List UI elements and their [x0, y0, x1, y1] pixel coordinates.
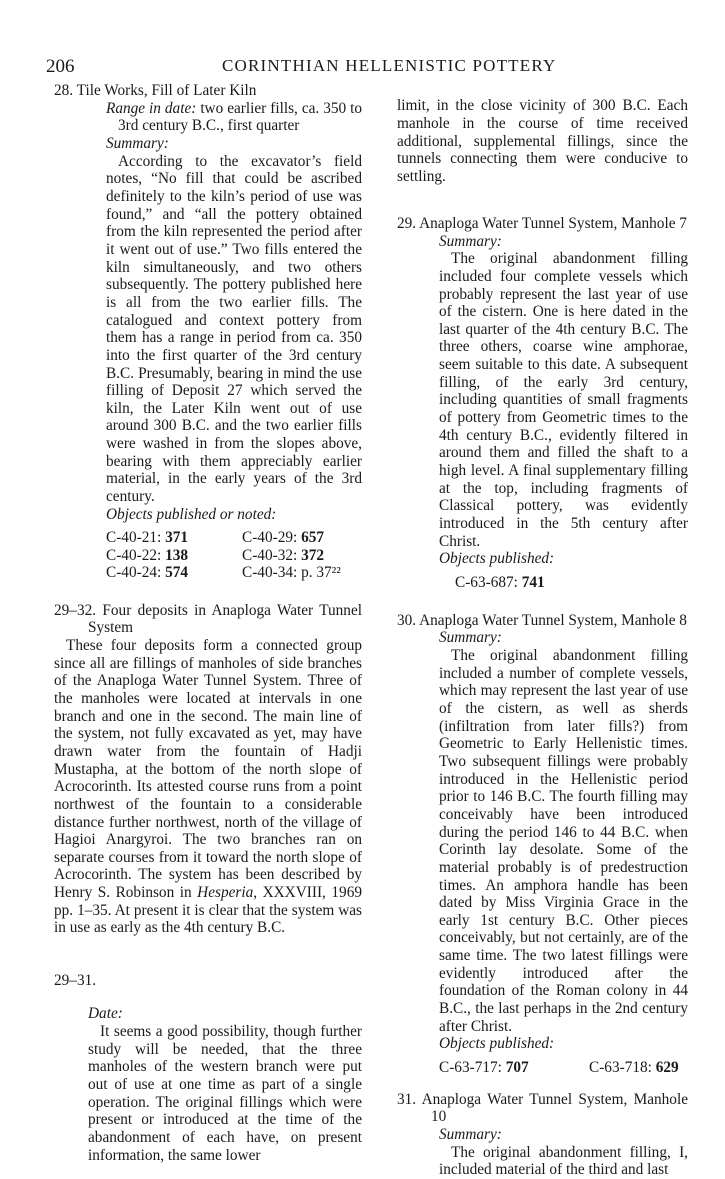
group-29-31-heading: 29–31. — [54, 972, 97, 990]
journal-title: Hesperia — [197, 884, 254, 902]
group-29-31-date-label: Date: — [88, 1005, 123, 1023]
object-item: C-40-22: 138 — [106, 546, 189, 564]
entry-31-body — [397, 1126, 688, 1179]
object-item: C-40-32: 372 — [242, 546, 325, 564]
entry-28-objects-label: Objects published or noted: — [106, 505, 277, 523]
page-number: 206 — [46, 56, 75, 77]
group-29-31-text: It seems a good possibility, though further study will be needed, that the three manholes of the western branch were put out of use at one time as part of a single operation. The original fillings which were present or introduced at the time of the abandonment of each have, on present information, the same lower — [88, 1023, 362, 1164]
entry-28-range — [106, 100, 362, 135]
entry-30-summary-label: Summary: — [439, 629, 502, 647]
object-item: C-40-24: 574 — [106, 564, 189, 582]
entry-28-body — [54, 100, 362, 524]
object-item: C-40-21: 371 — [106, 529, 189, 547]
entry-30-summary: The original abandonment filling included a number of complete vessels, which may represent the last year of use of the cistern, as well as sherds (infiltration from later fills?) from Geometric to Early Hellenistic times. Two subsequent fillings were probably introduced in the Hellenistic period prior to 146 B.C. The fourth filling may conceivably have been introduced during the period 146 to 44 B.C. when Corinth lay desolate. Some of the material probably is of predestruction times. An amphora handle has been dated by Miss Virginia Grace in the early 1st century B.C. Other pieces conceivably, but not certainly, are of the same time. The two latest fillings were evidently introduced after the foundation of the Roman colony in 44 B.C., the last perhaps in the 2nd century after Christ. — [439, 646, 688, 1035]
entry-29-object: C-63-687: 741 — [455, 574, 545, 591]
range-label: Range in date: — [106, 99, 197, 117]
right-column — [397, 82, 688, 1179]
object-item: C-63-718: 629 — [589, 1059, 679, 1077]
entry-30-heading: 30. Anaploga Water Tunnel System, Manhole 8 — [397, 611, 687, 629]
entry-28-objects-list — [106, 529, 362, 581]
entry-31-summary-label: Summary: — [439, 1126, 502, 1144]
running-title: CORINTHIAN HELLENISTIC POTTERY — [222, 56, 557, 75]
entry-29-summary: The original abandonment filling included four complete vessels which probably represent the last year of use of the cistern. One is here dated in the last quarter of the 4th century B.C. The three others, coarse wine amphorae, seem suitable to this date. A subsequent filling, of the early 3rd century, including quantities of small fragments of pottery from Geometric times to the 4th century B.C., evidently filtered in around them and filled the shaft to a high level. A final supplementary filling at the top, including fragments of Classical pottery, was evidently introduced in the 5th century after Christ. — [439, 250, 688, 550]
left-column — [54, 82, 362, 1164]
group-29-32-text: These four deposits form a connected group since all are fillings of manholes of side branches of the Anaploga Water Tunnel System. Three of the manholes were located at intervals in one branch and one in the second. The main line of the system, not fully excavated as yet, may have drawn water from the fountain of Hadji Mustapha, at the bottom of the north slope of Acrocorinth. Its attested course runs from a point northwest of the fountain to a considerable distance further northwest, north of the village of Hagioi Anargyroi. The two branches ran on separate courses from it toward the north slope of Acrocorinth. The system has been described by Henry S. Robinson in Hesperia, XXXVIII, 1969 pp. 1–35. At present it is clear that the system was in use as early as the 4th century B.C. — [54, 636, 362, 937]
entry-29-heading: 29. Anaploga Water Tunnel System, Manhole 7 — [397, 214, 687, 232]
object-item: C-63-717: 707 — [439, 1059, 529, 1077]
entry-30-objects-list — [439, 1059, 688, 1077]
entry-29-summary-label: Summary: — [439, 232, 502, 250]
range-text: two earlier fills, ca. 350 to 3rd century B.C., first quarter — [118, 99, 362, 135]
entry-29-body — [397, 233, 688, 568]
entry-31-heading: 31. Anaploga Water Tunnel System, Manhole 10 — [397, 1090, 688, 1126]
group-29-32-heading: 29–32. Four deposits in Anaploga Water Tunnel System — [54, 601, 362, 637]
object-item: C-40-34: p. 37²² — [242, 564, 341, 582]
entry-30-body — [397, 629, 688, 1053]
entry-29-objects-label: Objects published: — [439, 550, 555, 568]
object-item: C-40-29: 657 — [242, 529, 325, 547]
entry-31-summary: The original abandonment filling, I, included material of the third and last — [439, 1143, 688, 1179]
entry-28-summary-label: Summary: — [106, 134, 169, 152]
entry-28-heading: 28. Tile Works, Fill of Later Kiln — [54, 82, 257, 99]
entry-30-objects-label: Objects published: — [439, 1035, 555, 1053]
continued-text: limit, in the close vicinity of 300 B.C. Each manhole in the course of time received additional, supplemental fillings, since the tunnels connecting them were conducive to settling. — [397, 97, 688, 185]
entry-28-summary: According to the excavator’s field notes, “No fill that could be ascribed definitely to the kiln’s period of use was found,” and “all the pottery obtained from the kiln represented the period after it went out of use.” Two fills entered the kiln simultaneously, and two others subsequently. The pottery published here is all from the two earlier fills. The catalogued and context pottery from them has a range in period from ca. 350 into the first quarter of the 3rd century B.C. Presumably, bearing in mind the use filling of Deposit 27 which served the kiln, the Later Kiln went out of use around 300 B.C. and the two earlier fills were washed in from the slopes above, bearing with them appreciably earlier material, in the early years of the 3rd century. — [106, 152, 362, 506]
